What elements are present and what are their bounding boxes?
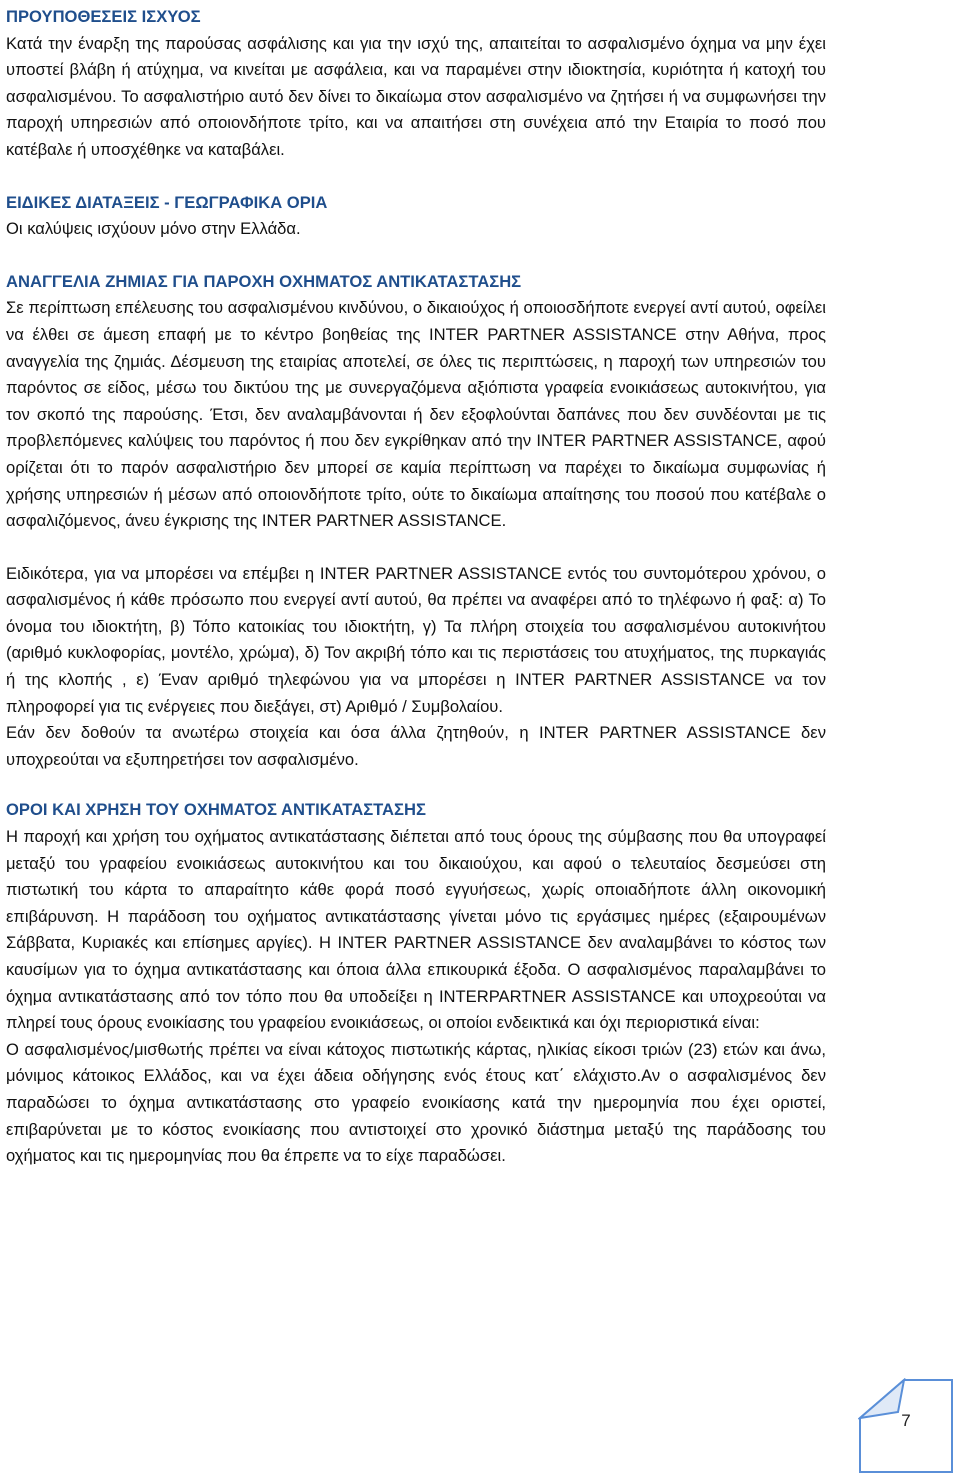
- section-title-validity: ΠΡΟΥΠΟΘΕΣΕΙΣ ΙΣΧΥΟΣ: [6, 7, 201, 26]
- section-body-terms-conditions: Ο ασφαλισμένος/μισθωτής πρέπει να είναι κάτοχος πιστωτικής κάρτας, ηλικίας είκοσι τριών (23) ετών και άνω, μόνιμος κάτοικος Ελλάδος, και να έχει άδεια οδήγησης ενός έτους κατ΄ ελάχιστο.Αν ο ασφαλισμένος δεν παραδώσει το όχημα αντικατάστασης στο γραφείο ενοικίασης κατά την ημερομηνία που έχει οριστεί, επιβαρύνεται με το κόστος ενοικίασης που αντιστοιχεί στο χρονικό διάστημα μεταξύ της παράδοσης του οχήματος και τις ημερομηνίας που θα έπρεπε να το είχε παραδώσει.: [6, 1039, 826, 1166]
- section-title-terms: ΟΡΟΙ ΚΑΙ ΧΡΗΣΗ ΤΟΥ ΟΧΗΜΑΤΟΣ ΑΝΤΙΚΑΤΑΣΤΑΣΗΣ: [6, 800, 426, 820]
- document-page: [6, 4, 826, 1170]
- section-body-claim: Σε περίπτωση επέλευσης του ασφαλισμένου κινδύνου, ο δικαιούχος ή οποιοσδήποτε ενεργεί αντί αυτού, οφείλει να έλθει σε άμεση επαφή με το κέντρο βοηθείας της INTER PARTNER ASSISTANCE στην Αθήνα, προς αναγγελία της ζημιάς. Δέσμευση της εταιρίας αποτελεί, σε όλες τις περιπτώσεις, η παροχή των υπηρεσιών του παρόντος σε είδος, μέσω του δικτύου της με συνεργαζόμενα αξιόπιστα γραφεία ενοικιάσεως αυτοκινήτου, για τον σκοπό της παρούσης. Έτσι, δεν αναλαμβάνονται ή δεν εξοφλούνται δαπάνες που δεν συνδέονται με τις προβλεπόμενες καλύψεις του παρόντος ή που δεν εγκρίθηκαν από την INTER PARTNER ASSISTANCE, αφού ορίζεται ότι το παρόν ασφαλιστήριο δεν μπορεί σε καμία περίπτωση να παρέχει το δικαίωμα συμφωνίας ή χρήσης υπηρεσιών ή μέσων από οποιονδήποτε τρίτο, ούτε το δικαίωμα απαίτησης του ποσού που κατέβαλε ο ασφαλιζόμενος, άνευ έγκρισης της INTER PARTNER ASSISTANCE.: [6, 298, 826, 531]
- section-title-geographic: ΕΙΔΙΚΕΣ ΔΙΑΤΑΞΕΙΣ - ΓΕΩΓΡΑΦΙΚΑ ΟΡΙΑ: [6, 192, 328, 212]
- section-body-terms: Η παροχή και χρήση του οχήματος αντικατάστασης διέπεται από τους όρους της σύμβασης που θα υπογραφεί μεταξύ του γραφείου ενοικιάσεως αυτοκινήτου και του δικαιούχου, και αφού ο τελευταίος δεσμεύσει στη πιστωτική του κάρτα το απαραίτητο κάθε φορά ποσό εγγυήσεως, χωρίς οποιαδήποτε άλλη οικονομική επιβάρυνση. Η παράδοση του οχήματος αντικατάστασης γίνεται μόνο τις εργάσιμες ημέρες (εξαιρουμένων Σάββατα, Κυριακές και επίσημες αργίες). Η INTER PARTNER ASSISTANCE δεν αναλαμβάνει το κόστος των καυσίμων για το όχημα αντικατάστασης και όποια άλλα επικουρικά έξοδα. Ο ασφαλισμένος παραλαμβάνει το όχημα αντικατάστασης από τον τόπο που θα υποδείξει η INTERPARTNER ASSISTANCE και υποχρεούται να πληρεί τους όρους ενοικίασης του γραφείου ενοικιάσεως, οι οποίοι ενδεικτικά και όχι περιοριστικά είναι:: [6, 827, 826, 1033]
- section-title-claim: ΑΝΑΓΓΕΛΙΑ ΖΗΜΙΑΣ ΓΙΑ ΠΑΡΟΧΗ ΟΧΗΜΑΤΟΣ ΑΝΤΙΚΑΤΑΣΤΑΣΗΣ: [6, 271, 522, 291]
- section-body-geographic: Οι καλύψεις ισχύουν μόνο στην Ελλάδα.: [6, 219, 301, 239]
- page-number-badge: [858, 1378, 954, 1474]
- page-number: 7: [901, 1411, 911, 1430]
- section-body-validity: Κατά την έναρξη της παρούσας ασφάλισης και για την ισχύ της, απαιτείται το ασφαλισμένο όχημα να μην έχει υποστεί βλάβη ή ατύχημα, να κινείται με ασφάλεια, και να παραμένει στην ιδιοκτησία, κυριότητα ή κατοχή του ασφαλισμένου. Το ασφαλιστήριο αυτό δεν δίνει το δικαίωμα στον ασφαλισμένο να ζητήσει ή να συμφωνήσει την παροχή υπηρεσιών από οποιονδήποτε τρίτο, και να απαιτήσει στη συνέχεια από την Εταιρία το ποσό που κατέβαλε ή υποσχέθηκε να καταβάλει.: [6, 33, 826, 159]
- section-body-claim-details: Ειδικότερα, για να μπορέσει να επέμβει η INTER PARTNER ASSISTANCE εντός του συντομότερου χρόνου, ο ασφαλισμένος ή κάθε πρόσωπο που ενεργεί αντί αυτού, θα πρέπει να αναφέρει από το τηλέφωνο ή φαξ: α) Το όνομα του ιδιοκτήτη, β) Τόπο κατοικίας του ιδιοκτήτη, γ) Τα πλήρη στοιχεία του ασφαλισμένου αυτοκινήτου (αριθμό κυκλοφορίας, μοντέλο, χρώμα), δ) Τον ακριβή τόπο και τις περιστάσεις του ατυχήματος, της πυρκαγιάς ή της κλοπής , ε) Έναν αριθμό τηλεφώνου για να μπορέσει η INTER PARTNER ASSISTANCE να τον πληροφορεί για τις ενέργειες που διεξάγει, στ) Αριθμό / Συμβολαίου.: [6, 563, 826, 716]
- section-body-claim-warning: Εάν δεν δοθούν τα ανωτέρω στοιχεία και όσα άλλα ζητηθούν, η INTER PARTNER ASSISTANCE δεν υποχρεούται να εξυπηρετήσει τον ασφαλισμένο.: [6, 723, 826, 769]
